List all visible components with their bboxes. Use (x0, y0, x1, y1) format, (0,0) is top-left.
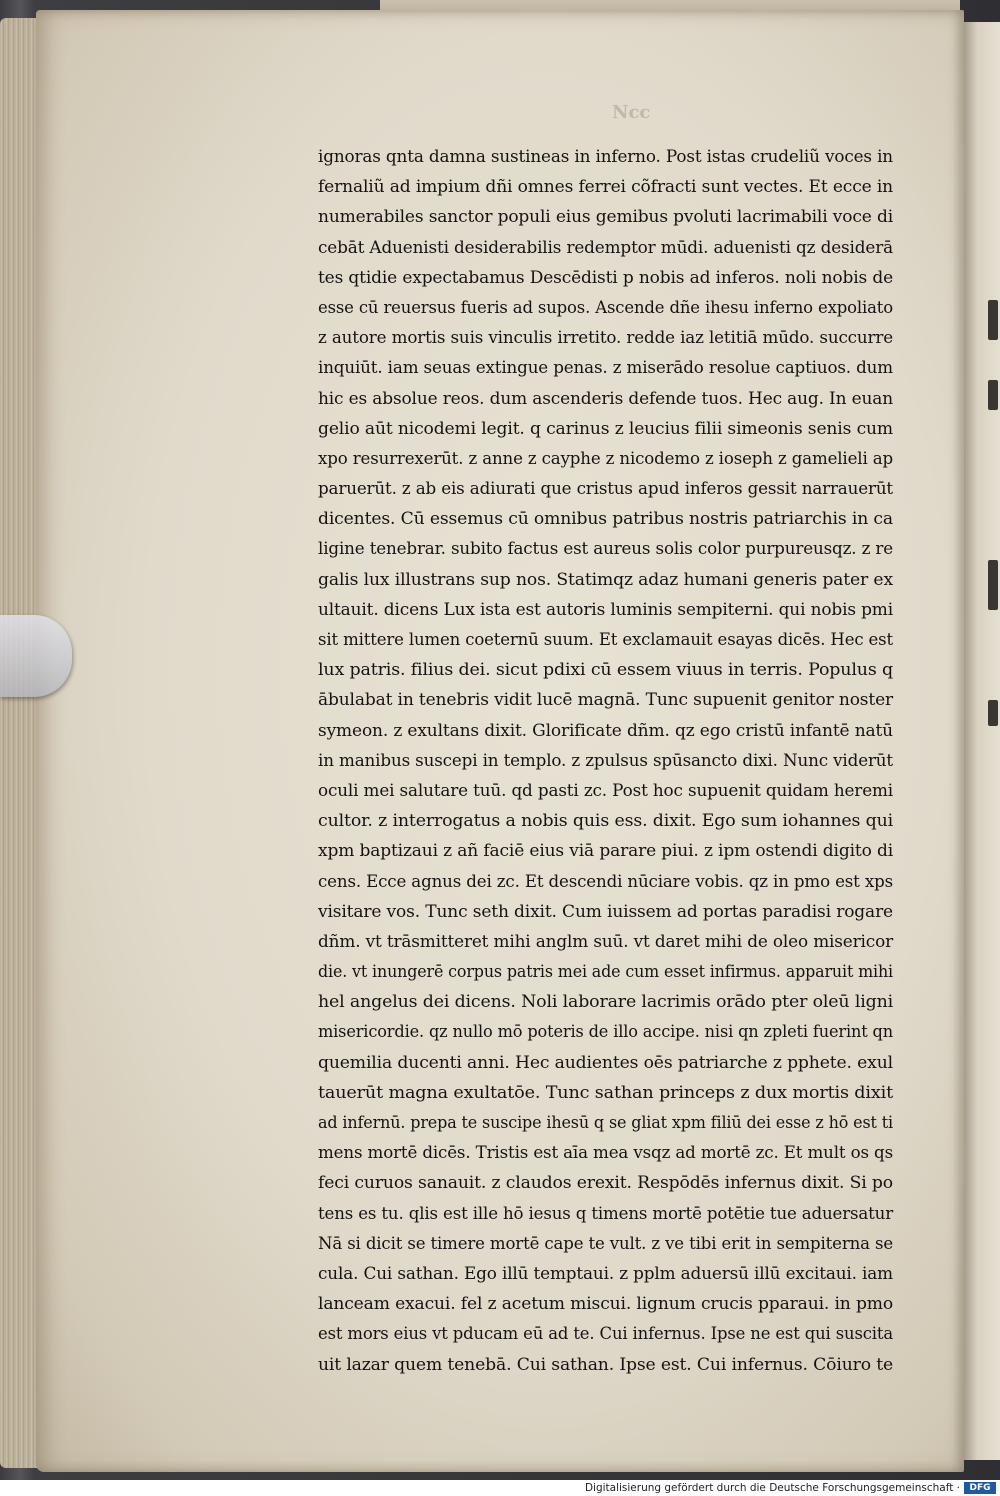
text-line: numerabiles sanctor populi eius gemibus pvoluti lacrimabili voce di (318, 207, 893, 227)
dfg-logo-icon: DFG (964, 1482, 996, 1494)
text-line: xpo resurrexerūt. z anne z cayphe z nicodemo z ioseph z gamelieli ap (318, 448, 893, 468)
funding-credit: Digitalisierung gefördert durch die Deutsche Forschungsgemeinschaft · (584, 1482, 960, 1494)
text-line: cula. Cui sathan. Ego illū temptaui. z pplm aduersū illū excitaui. iam (318, 1263, 893, 1283)
text-line: xpm baptizaui z añ faciē eius viā parare piui. z ipm ostendi digito di (318, 841, 894, 861)
text-line: misericordie. qz nullo mō poteris de illo accipe. nisi qn zpleti fuerint qn (318, 1022, 893, 1042)
facing-page-text-fragment (988, 700, 998, 726)
text-line: paruerūt. z ab eis adiurati que cristus apud inferos gessit narrauerūt (318, 479, 893, 499)
text-line: die. vt inungerē corpus patris mei ade cum esset infirmus. apparuit mihi (318, 962, 893, 982)
text-line: cens. Ecce agnus dei zc. Et descendi nūciare vobis. qz in pmo est xps (318, 871, 893, 891)
text-line: fernaliũ ad impium dñi omnes ferrei cõfracti sunt vectes. Et ecce in (318, 177, 893, 197)
text-line: tes qtidie expectabamus Descēdisti p nobis ad inferos. noli nobis de (318, 267, 893, 287)
text-line: in manibus suscepi in templo. z zpulsus spūsancto dixi. Nunc viderūt (318, 750, 893, 770)
text-line: Nā si dicit se timere mortē cape te vult. z ve tibi erit in sempiterna se (318, 1233, 893, 1253)
digitization-footer (0, 1480, 1000, 1496)
text-line: ad infernū. prepa te suscipe ihesū q se gliat xpm filiū dei esse z hō est ti (318, 1113, 893, 1132)
facing-page-text-fragment (988, 300, 998, 340)
text-line: ignoras qnta damna sustineas in inferno. Post istas crudeliũ voces in (318, 147, 893, 166)
text-line: sit mittere lumen coeternū suum. Et exclamauit esayas dicēs. Hec est (318, 630, 893, 649)
text-line: galis lux illustrans sup nos. Statimqz adaz humani generis pater ex (318, 569, 893, 589)
text-line: quemilia ducenti anni. Hec audientes oēs patriarche z pphete. exul (318, 1052, 893, 1072)
text-line: gelio aūt nicodemi legit. q carinus z leucius filii simeonis senis cum (318, 418, 893, 438)
faint-folio-number: Ncc (612, 102, 651, 123)
text-line: inquiūt. iam seuas extingue penas. z miserādo resolue captiuos. dum (318, 358, 893, 378)
text-line: ābulabat in tenebris vidit lucē magnā. Tunc supuenit genitor noster (318, 690, 893, 710)
text-line: cultor. z interrogatus a nobis quis ess. dixit. Ego sum iohannes qui (318, 811, 893, 831)
facing-page-edge (962, 22, 1000, 1460)
text-line: dñm. vt trāsmitteret mihi anglm suū. vt daret mihi de oleo misericor (318, 931, 893, 951)
page-clip-marker (0, 615, 72, 697)
text-line: hic es absolue reos. dum ascenderis defende tuos. Hec aug. In euan (318, 388, 893, 408)
text-line: symeon. z exultans dixit. Glorificate dñm. qz ego cristū infantē natū (318, 720, 893, 740)
blackletter-text-column (318, 142, 898, 1380)
facing-page-text-fragment (988, 380, 998, 410)
text-line: tauerūt magna exultatōe. Tunc sathan princeps z dux mortis dixit (318, 1082, 893, 1102)
stacked-page-edges (0, 18, 40, 1468)
text-line: hel angelus dei dicens. Noli laborare lacrimis orādo pter oleū ligni (318, 992, 893, 1012)
text-line: mens mortē dicēs. Tristis est aīa mea vsqz ad mortē zc. Et mult os qs (318, 1143, 893, 1163)
text-line: oculi mei salutare tuū. qd pasti zc. Post hoc supuenit quidam heremi (318, 780, 893, 800)
text-line: cebāt Aduenisti desiderabilis redemptor mūdi. aduenisti qz desiderā (318, 237, 893, 257)
text-line: est mors eius vt pducam eū ad te. Cui infernus. Ipse ne est qui suscita (318, 1324, 893, 1344)
text-line: lux patris. filius dei. sicut pdixi cū essem viuus in terris. Populus q (318, 660, 893, 680)
text-line: dicentes. Cū essemus cū omnibus patribus nostris patriarchis in ca (318, 509, 893, 529)
text-line: feci curuos sanauit. z claudos erexit. Respōdēs infernus dixit. Si po (318, 1173, 893, 1193)
text-line: tens es tu. qlis est ille hō iesus q timens mortē potētie tue aduersatur (318, 1203, 894, 1223)
text-line: uit lazar quem tenebā. Cui sathan. Ipse est. Cui infernus. Cōiuro te (318, 1354, 893, 1374)
text-line: z autore mortis suis vinculis irretito. redde iaz letitiā mūdo. succurre (318, 328, 894, 348)
text-line: ultauit. dicens Lux ista est autoris luminis sempiterni. qui nobis pmi (318, 599, 893, 619)
text-line: visitare vos. Tunc seth dixit. Cum iuissem ad portas paradisi rogare (318, 901, 893, 921)
text-line: ligine tenebrar. subito factus est aureus solis color purpureusqz. z re (318, 539, 893, 559)
text-line: esse cū reuersus fueris ad supos. Ascende dñe ihesu inferno expoliato (318, 297, 893, 317)
text-line: lanceam exacui. fel z acetum miscui. lignum crucis pparaui. in pmo (318, 1294, 893, 1314)
facing-page-text-fragment (988, 560, 998, 610)
